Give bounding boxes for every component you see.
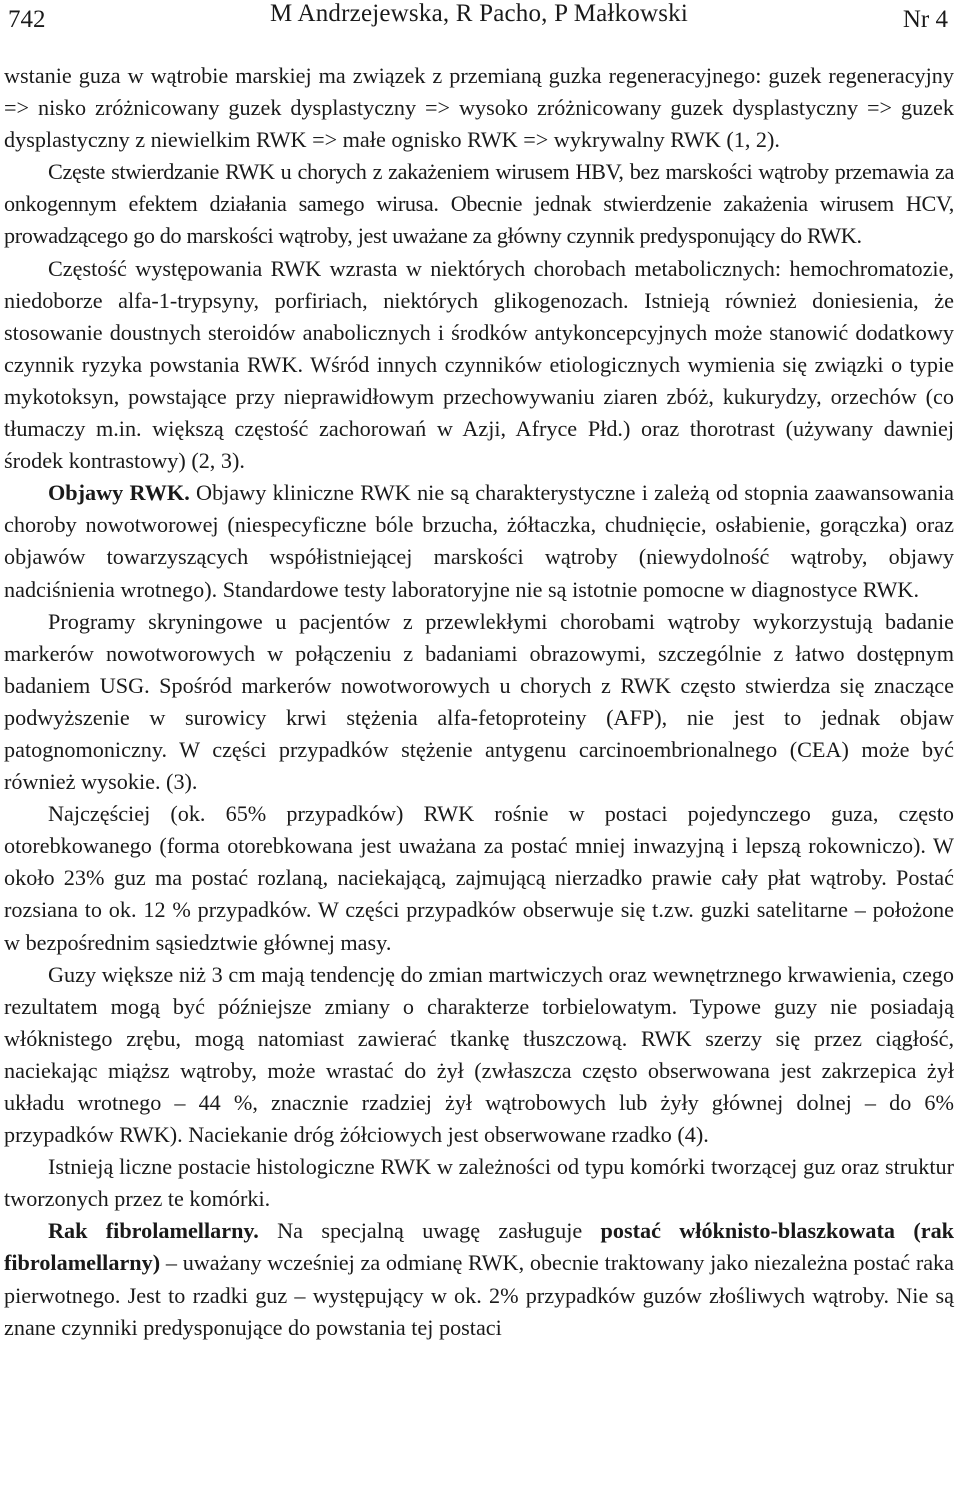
paragraph-tumor-progression: wstanie guza w wątrobie marskiej ma związek z przemianą guzka regeneracyjnego: guzek regeneracyjny => nisko zróżnicowany guzek dysplastyczny => wysoko zróżnicowany guzek dysplastyczny => guzek dysplastyczny z niewielkim RWK => małe ognisko RWK => wykrywalny RWK (1, 2). — [4, 63, 954, 153]
paragraph-symptoms-text: Objawy kliniczne RWK nie są charakterystyczne i zależą od stopnia zaawansowania choroby nowotworowej (niespecyficzne bóle brzucha, żółtaczka, chudnięcie, osłabienie, gorączka) oraz objawów towarzyszących współistniejącej marskości wątroby (niewydolność wątroby, objawy nadciśnienia wrotnego). Standardowe testy laboratoryjne nie są istotnie pomocne w diagnostyce RWK. — [4, 480, 954, 602]
paragraph-fibrolamellar-text-a: Na specjalną uwagę zasługuje — [258, 1218, 601, 1244]
paragraph-fibrolamellar-emphasis: postać włóknisto-blaszkowata (rak fibrolamellarny) — [4, 1218, 954, 1276]
paragraph-metabolic-risk: Częstość występowania RWK wzrasta w niektórych chorobach metabolicznych: hemochromatozie, niedoborze alfa-1-trypsyny, porfiriach, niektórych glikogenozach. Istnieją również doniesienia, że stosowanie doustnych steroidów anabolicznych i środków antykoncepcyjnych może stanowić dodatkowy czynnik ryzyka powstania RWK. Wśród innych czynników etiologicznych wymienia się związki o typie mykotoksyn, powstające przy nieprawidłowym przechowywaniu ziaren zbóż, kukurydzy, orzechów (co tłumaczy m.in. większą częstość zachorowań w Azji, Afryce Płd.) oraz thorotrast (używany dawniej środek kontrastowy) (2, 3). — [4, 255, 954, 474]
paragraph-large-tumors: Guzy większe niż 3 cm mają tendencję do zmian martwiczych oraz wewnętrznego krwawienia, czego rezultatem mogą być późniejsze zmiany o charakterze torbielowatym. Typowe guzy nie posiadają włóknistego zrębu, mogą natomiast zawierać tkankę tłuszczową. RWK szerzy się przez ciągłość, naciekając miąższ wątroby, może wrastać do żył (zwłaszcza często obserwowana jest zakrzepica żył układu wrotnego – 44 %, znacznie rzadziej żył wątrobowych lub żyły głównej dolnej – do 6% przypadków RWK). Naciekanie dróg żółciowych jest obserwowane rzadko (4). — [4, 961, 954, 1148]
paragraph-histology: Istnieją liczne postacie histologiczne RWK w zależności od typu komórki tworzącej guz oraz struktur tworzonych przez te komórki. — [4, 1154, 954, 1212]
page-number: 742 — [8, 6, 46, 33]
paragraph-screening: Programy skryningowe u pacjentów z przewlekłymi chorobami wątroby wykorzystują badanie markerów nowotworowych w połączeniu z badaniami obrazowymi, szczególnie z łatwo dostępnym badaniem USG. Spośród markerów nowotworowych u chorych z RWK często stwierdza się znaczące podwyższenie w surowicy krwi stężenia alfa-fetoproteiny (AFP), nie jest to jednak objaw patognomoniczny. W części przypadków stężenie antygenu carcinoembrionalnego (CEA) może być również wysokie. (3). — [4, 608, 954, 795]
article-body — [4, 60, 954, 1344]
paragraph-fibrolamellar-text-c: – uważany wcześniej za odmianę RWK, obecnie traktowany jako niezależna postać raka pierwotnego. Jest to rzadki guz – występujący w ok. 2% przypadków guzów złośliwych wątroby. Nie są znane czynniki predysponujące do powstania tej postaci — [4, 1250, 954, 1340]
section-heading-fibrolamellar: Rak fibrolamellarny. — [48, 1218, 259, 1244]
section-heading-symptoms: Objawy RWK. — [48, 480, 190, 506]
page-header — [4, 0, 954, 60]
journal-issue: Nr 4 — [902, 6, 948, 33]
paragraph-symptoms — [4, 477, 954, 605]
running-title: M Andrzejewska, R Pacho, P Małkowski — [269, 0, 689, 27]
paragraph-fibrolamellar — [4, 1215, 954, 1343]
paragraph-viral-risk: Częste stwierdzanie RWK u chorych z zakażeniem wirusem HBV, bez marskości wątroby przemawia za onkogennym efektem działania samego wirusa. Obecnie jednak stwierdzenie zakażenia wirusem HCV, prowadzącego go do marskości wątroby, jest uważane za główny czynnik predysponujący do RWK. — [4, 159, 954, 249]
paragraph-growth-forms: Najczęściej (ok. 65% przypadków) RWK rośnie w postaci pojedynczego guza, często otorebkowanego (forma otorebkowana jest uważana za postać mniej inwazyjną i lepszą rokowniczo). W około 23% guz ma postać rozlaną, naciekającą, zajmującą nierzadko prawie cały płat wątroby. Postać rozsiana to ok. 12 % przypadków. W części przypadków obserwuje się t.zw. guzki satelitarne – położone w bezpośrednim sąsiedztwie głównej masy. — [4, 801, 954, 955]
